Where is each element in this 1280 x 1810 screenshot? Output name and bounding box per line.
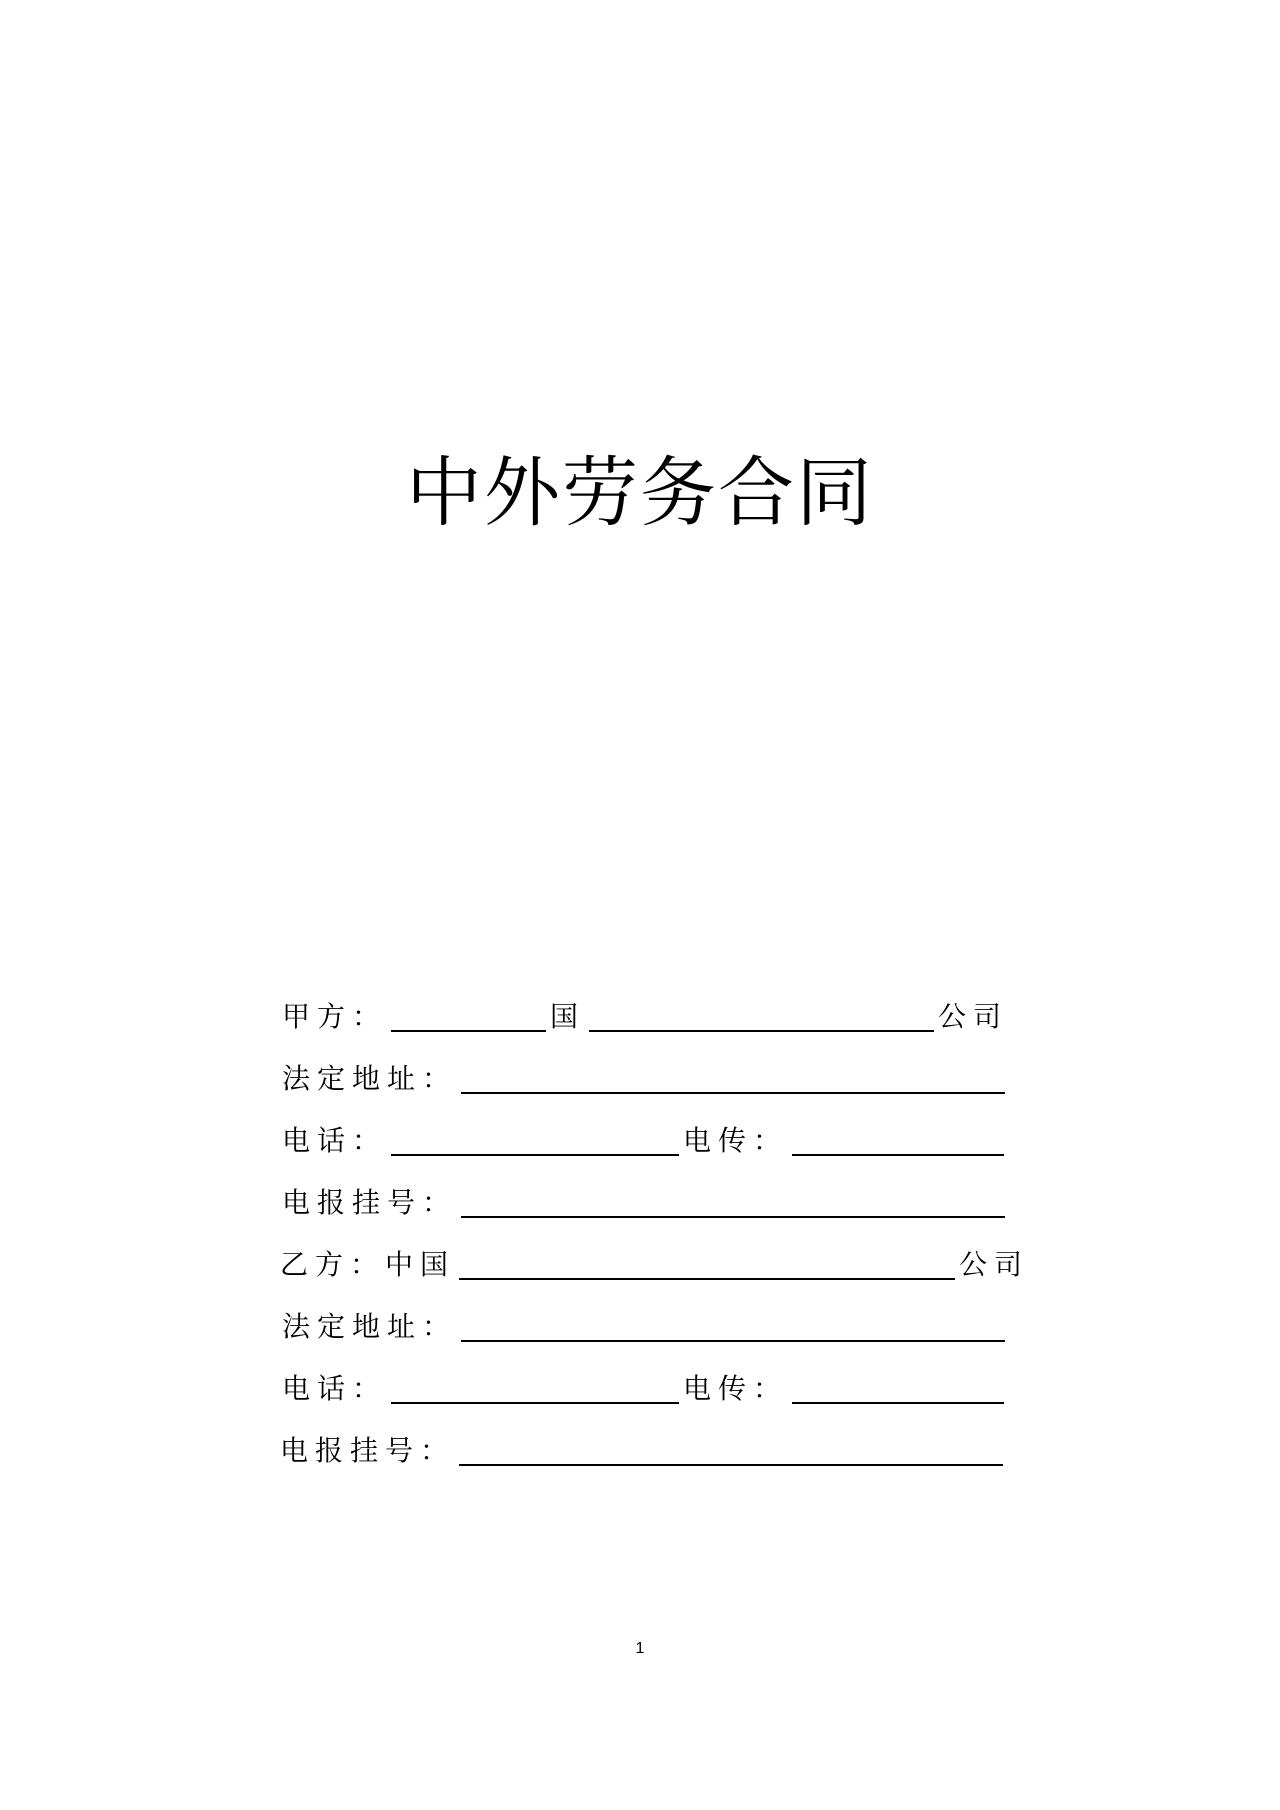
- party-a-name-line: [282, 994, 1008, 1034]
- party-a-phone-label: 电话：: [282, 1124, 388, 1157]
- party-a-country-field[interactable]: [391, 1000, 546, 1032]
- party-b-telegraph-field[interactable]: [459, 1434, 1003, 1466]
- page-number: 1: [635, 1640, 645, 1657]
- party-a-address-line: [282, 1056, 1009, 1096]
- party-a-telegraph-line: [282, 1180, 1009, 1220]
- party-b-address-field[interactable]: [461, 1310, 1005, 1342]
- party-b-contact-line: [282, 1366, 1008, 1406]
- party-a-phone-field[interactable]: [391, 1124, 679, 1156]
- document-title: 中外劳务合同: [406, 448, 874, 537]
- party-b-name-line: [280, 1242, 1029, 1282]
- party-b-company-field[interactable]: [459, 1248, 955, 1280]
- party-b-label: 乙方：中国: [280, 1248, 456, 1281]
- party-a-fax-field[interactable]: [792, 1124, 1004, 1156]
- party-b-address-line: [282, 1304, 1009, 1344]
- party-b-telegraph-label: 电报挂号：: [280, 1434, 456, 1467]
- party-a-telegraph-label: 电报挂号：: [282, 1186, 458, 1219]
- party-b-fax-label: 电传：: [683, 1372, 789, 1405]
- party-a-address-field[interactable]: [461, 1062, 1005, 1094]
- party-a-fax-label: 电传：: [683, 1124, 789, 1157]
- party-b-phone-label: 电话：: [282, 1372, 388, 1405]
- party-b-company-suffix: 公司: [959, 1248, 1030, 1281]
- party-a-contact-line: [282, 1118, 1008, 1158]
- party-b-phone-field[interactable]: [391, 1372, 679, 1404]
- party-a-company-suffix: 公司: [938, 1000, 1009, 1033]
- party-b-address-label: 法定地址：: [282, 1310, 458, 1343]
- party-a-label: 甲方：: [282, 1000, 388, 1033]
- party-a-address-label: 法定地址：: [282, 1062, 458, 1095]
- party-a-company-field[interactable]: [589, 1000, 934, 1032]
- party-a-country-suffix: 国: [550, 1000, 586, 1033]
- party-b-fax-field[interactable]: [792, 1372, 1004, 1404]
- party-a-telegraph-field[interactable]: [461, 1186, 1005, 1218]
- party-b-telegraph-line: [280, 1428, 1007, 1468]
